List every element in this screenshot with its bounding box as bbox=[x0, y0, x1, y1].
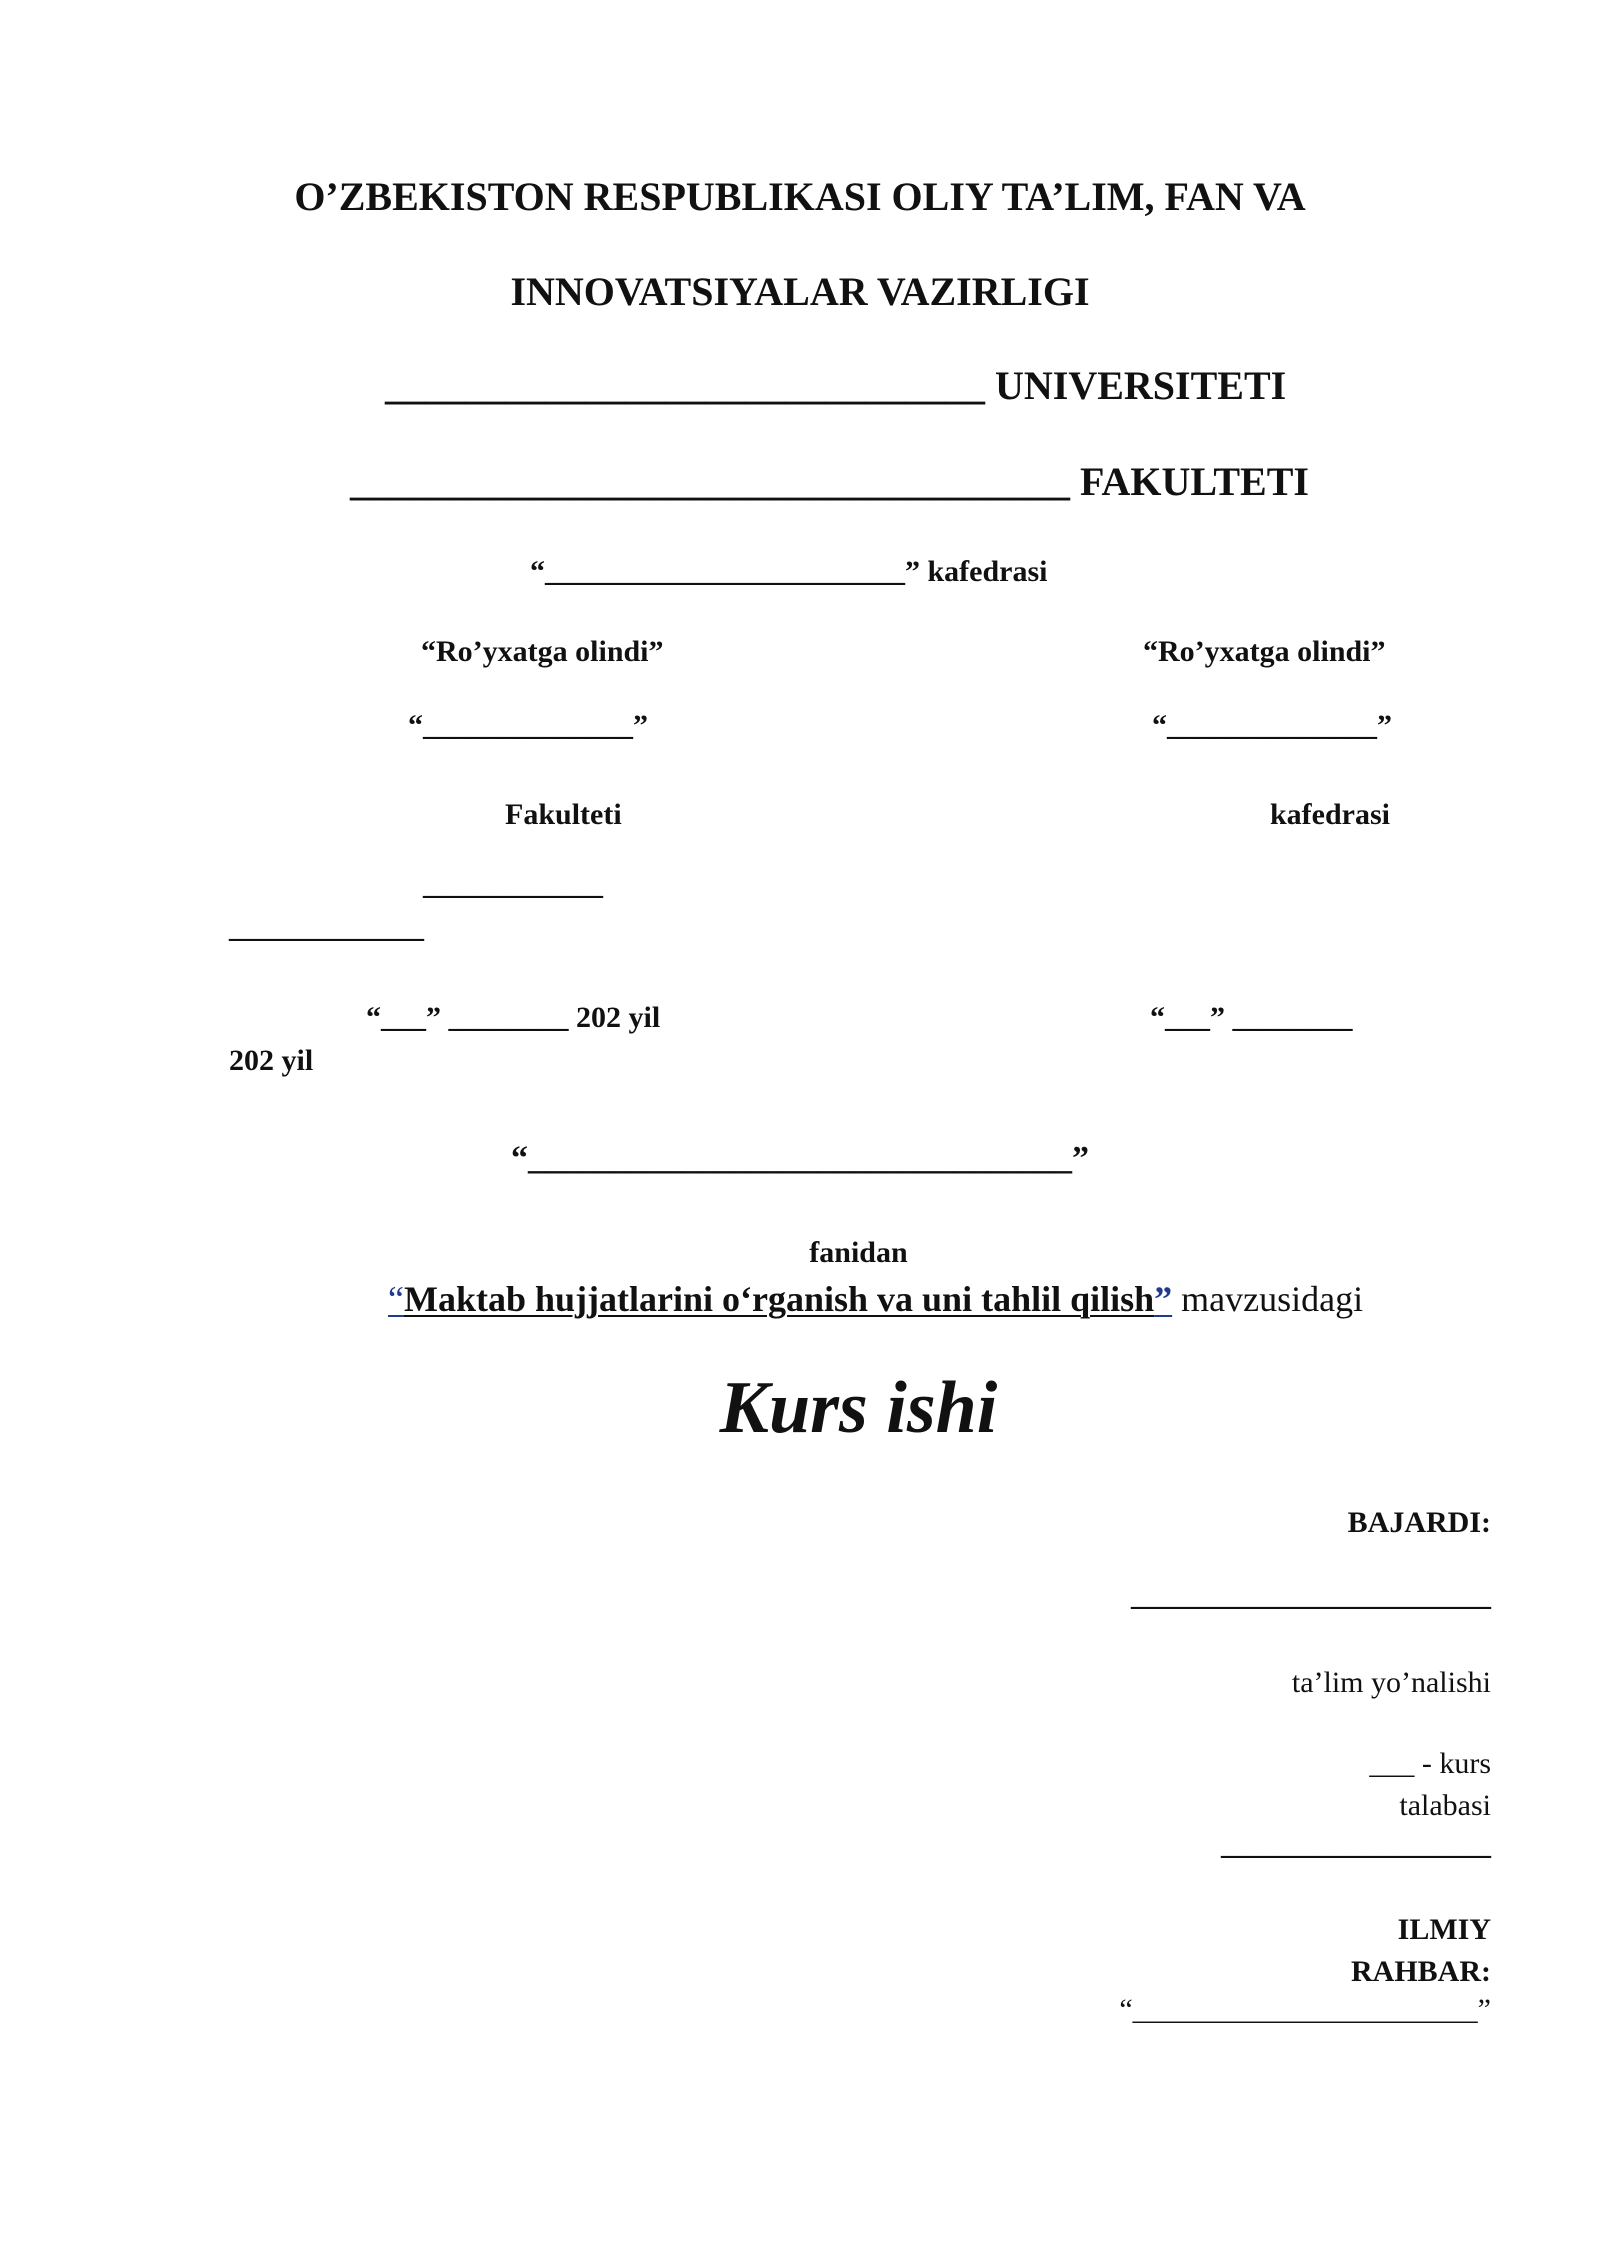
registration-right-blank[interactable]: “______________” bbox=[1152, 709, 1392, 742]
topic-line bbox=[388, 1281, 1363, 1317]
fanidan-label: fanidan bbox=[809, 1236, 908, 1269]
university-line bbox=[385, 363, 1287, 408]
registration-right-date-year: 202 yil bbox=[229, 1044, 314, 1077]
kafedra-line[interactable]: “________________________” kafedrasi bbox=[530, 555, 1048, 588]
registration-right-label: kafedrasi bbox=[1270, 798, 1390, 831]
faculty-label: FAKULTETI bbox=[1080, 459, 1309, 504]
topic-open-quote: “ bbox=[388, 1279, 404, 1319]
subject-blank[interactable]: “________________________________” bbox=[511, 1140, 1089, 1177]
course-label[interactable]: ___ - kurs bbox=[1369, 1747, 1491, 1780]
faculty-line bbox=[350, 459, 1309, 504]
topic-close-quote: ” bbox=[1154, 1279, 1173, 1319]
registration-left-blank[interactable]: “______________” bbox=[408, 709, 648, 742]
supervisor-label-line1: ILMIY bbox=[1397, 1913, 1491, 1946]
registration-left-sign-blank[interactable]: ____________ bbox=[423, 868, 603, 901]
university-label: UNIVERSITETI bbox=[995, 363, 1287, 408]
topic-suffix: mavzusidagi bbox=[1181, 1279, 1364, 1319]
ministry-title-line1: O’ZBEKISTON RESPUBLIKASI OLIY TA’LIM, FAN VA bbox=[294, 174, 1306, 219]
topic-title: Maktab hujjatlarini o‘rganish va uni tahlil qilish bbox=[403, 1279, 1155, 1319]
ministry-title-line2: INNOVATSIYALAR VAZIRLIGI bbox=[510, 269, 1090, 314]
supervisor-label-line2: RAHBAR: bbox=[1351, 1955, 1491, 1988]
supervisor-name-blank[interactable]: “_______________________” bbox=[1119, 1993, 1491, 2026]
registration-right-title: “Ro’yxatga olindi” bbox=[1143, 635, 1386, 668]
student-name-blank[interactable]: __________________ bbox=[1221, 1828, 1491, 1861]
bajardi-label: BAJARDI: bbox=[1347, 1506, 1491, 1539]
registration-left-date[interactable]: “___” ________ 202 yil bbox=[366, 1001, 661, 1034]
registration-right-sign-blank[interactable]: _____________ bbox=[229, 911, 424, 944]
document-title: Kurs ishi bbox=[719, 1367, 998, 1449]
registration-left-title: “Ro’yxatga olindi” bbox=[421, 635, 664, 668]
university-blank[interactable]: ______________________________ bbox=[385, 363, 985, 408]
student-label: talabasi bbox=[1399, 1789, 1491, 1822]
faculty-blank[interactable]: ____________________________________ bbox=[350, 459, 1070, 504]
direction-label: ta’lim yo’nalishi bbox=[1291, 1666, 1491, 1699]
registration-left-label: Fakulteti bbox=[505, 798, 622, 831]
author-name-blank[interactable]: ________________________ bbox=[1131, 1579, 1491, 1612]
registration-right-date[interactable]: “___” ________ bbox=[1150, 1001, 1353, 1034]
